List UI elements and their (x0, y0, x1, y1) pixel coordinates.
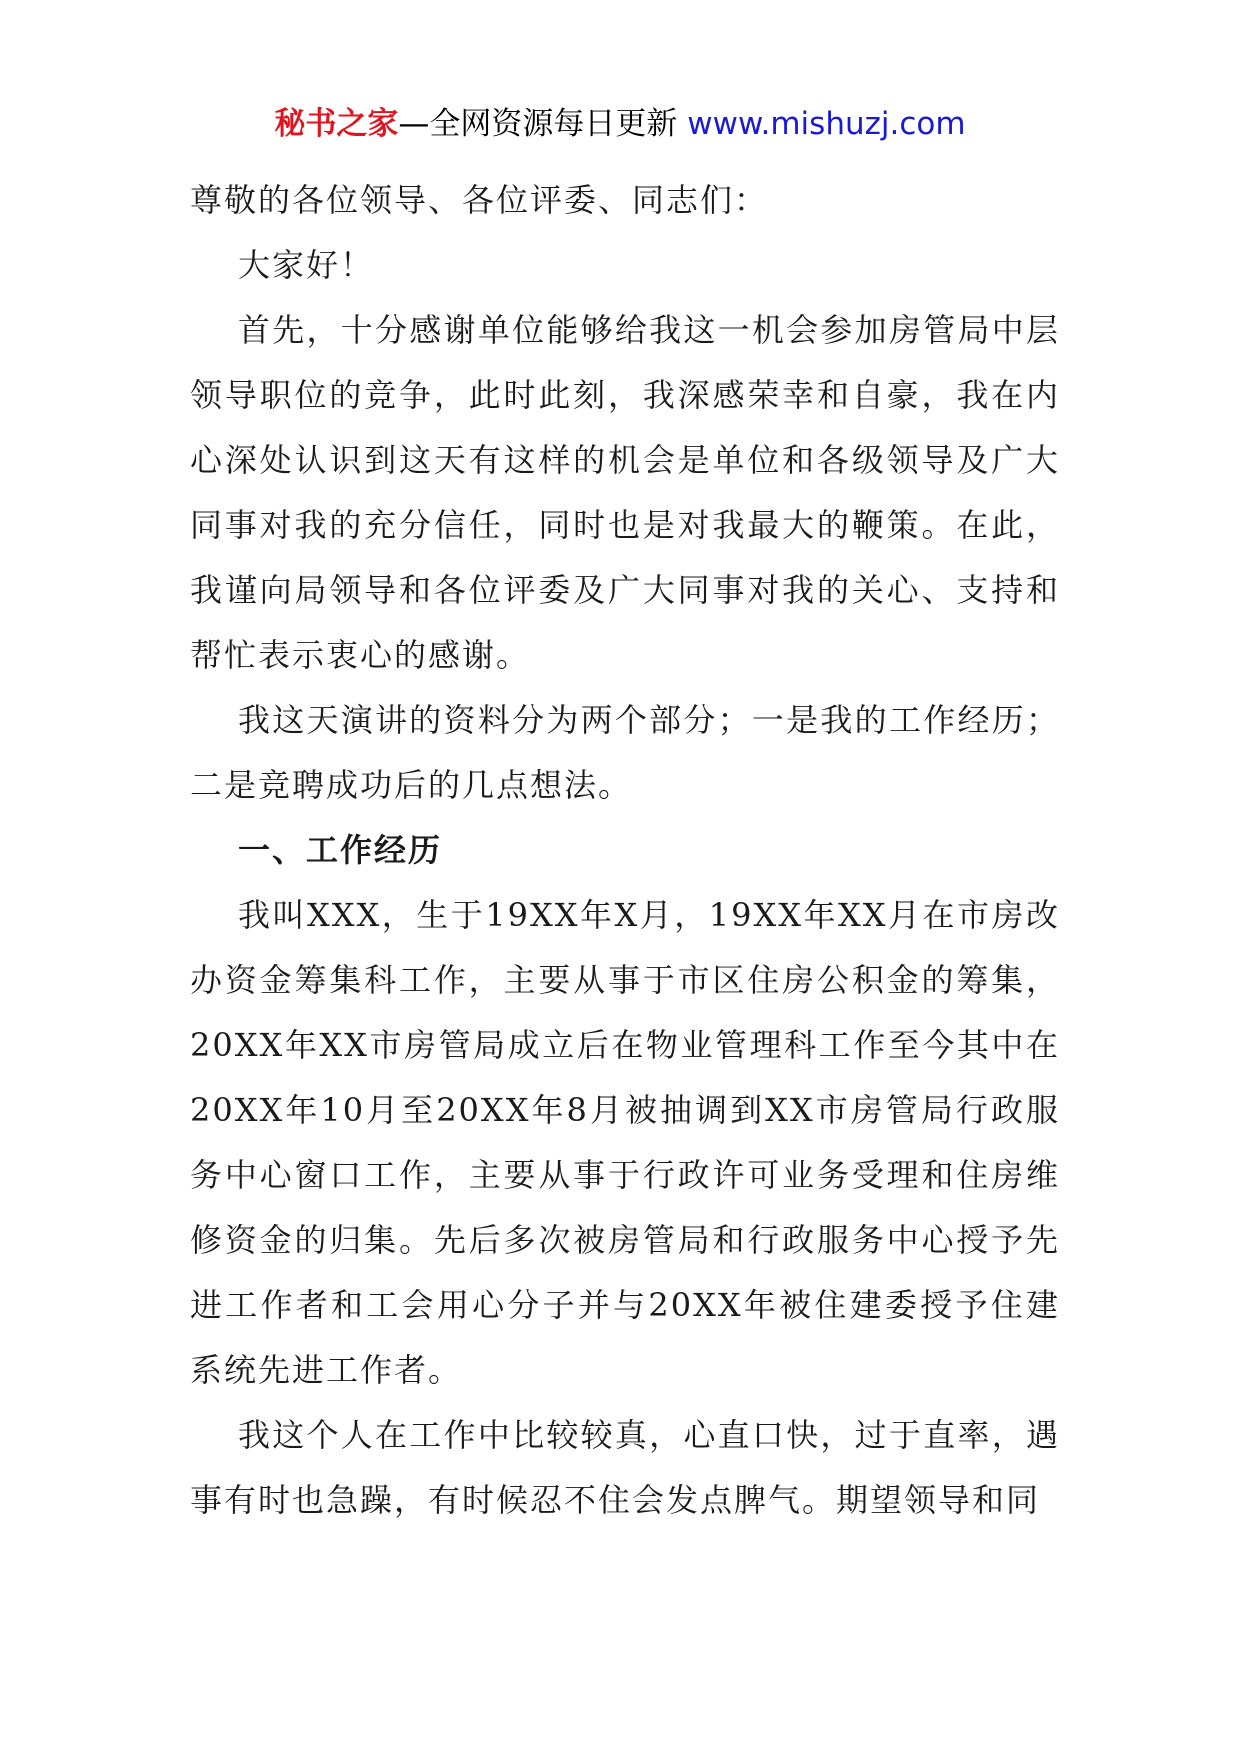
paragraph-outline: 我这天演讲的资料分为两个部分；一是我的工作经历；二是竞聘成功后的几点想法。 (190, 701, 1060, 804)
site-url-link[interactable]: www.mishuzj.com (687, 106, 966, 142)
paragraph-self-assessment: 我这个人在工作中比较较真，心直口快，过于直率，遇事有时也急躁，有时候忍不住会发点脾气。期望领导和同 (190, 1416, 1060, 1519)
salutation: 尊敬的各位领导、各位评委、同志们： (190, 181, 769, 219)
section-heading-work-experience: 一、工作经历 (238, 831, 443, 869)
paragraph-thanks: 首先，十分感谢单位能够给我这一机会参加房管局中层领导职位的竞争，此时此刻，我深感荣幸和自豪，我在内心深处认识到这天有这样的机会是单位和各级领导及广大同事对我的充分信任，同时也是对我最大的鞭策。在此，我谨向局领导和各位评委及广大同事对我的关心、支持和帮忙表示衷心的感谢。 (190, 311, 1060, 674)
site-header (0, 102, 1240, 146)
greeting: 大家好！ (238, 246, 375, 284)
document-body (190, 168, 1060, 1533)
site-tagline: —全网资源每日更新 (398, 106, 678, 142)
paragraph-work-history: 我叫XXX，生于19XX年X月，19XX年XX月在市房改办资金筹集科工作，主要从事于市区住房公积金的筹集，20XX年XX市房管局成立后在物业管理科工作至今其中在20XX年10月至20XX年8月被抽调到XX市房管局行政服务中心窗口工作，主要从事于行政许可业务受理和住房维修资金的归集。先后多次被房管局和行政服务中心授予先进工作者和工会用心分子并与20XX年被住建委授予住建系统先进工作者。 (190, 896, 1060, 1389)
site-brand: 秘书之家 (274, 106, 399, 142)
